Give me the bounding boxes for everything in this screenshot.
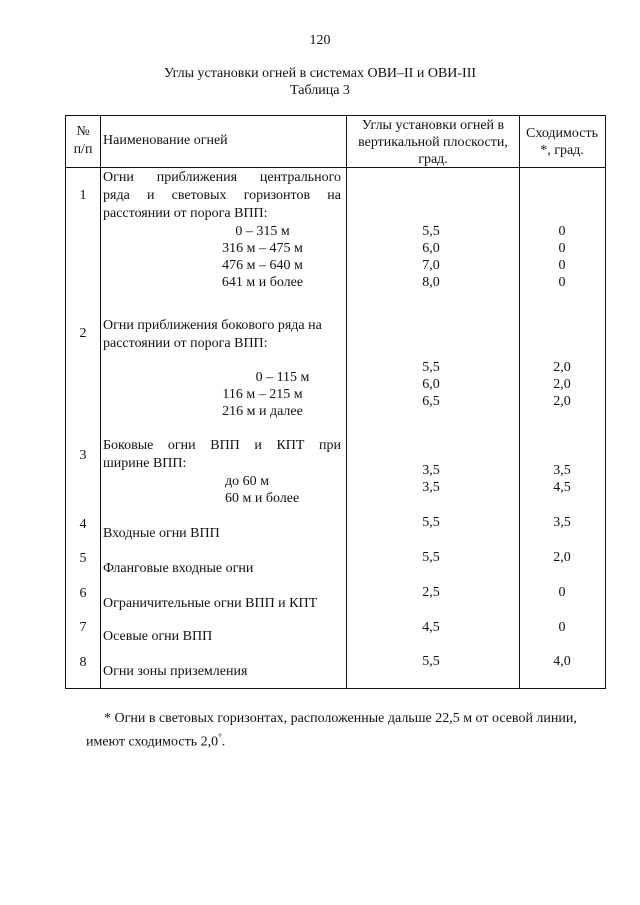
angle-value: 5,5 — [422, 360, 440, 375]
row-number: 3 — [79, 448, 87, 463]
width-range: 60 м и более — [225, 491, 300, 506]
convergence-value: 0 — [558, 275, 566, 290]
angle-value: 6,5 — [422, 394, 440, 409]
header-num: № — [76, 124, 90, 139]
distance-range: 476 м – 640 м — [222, 258, 303, 273]
angle-value: 2,5 — [422, 585, 440, 600]
convergence-value: 0 — [558, 258, 566, 273]
angle-value: 7,0 — [422, 258, 440, 273]
convergence-value: 0 — [558, 585, 566, 600]
row-number: 1 — [79, 188, 87, 203]
table-border-right — [605, 115, 606, 689]
table-caption: Таблица 3 — [290, 83, 350, 98]
angle-value: 6,0 — [422, 241, 440, 256]
angle-value: 5,5 — [422, 654, 440, 669]
row-number: 7 — [79, 620, 87, 635]
footnote-text: * Огни в световых горизонтах, расположенные дальше 22,5 м от осевой линии, имеют сходимость 2,0 — [86, 711, 577, 750]
row-number: 8 — [79, 655, 87, 670]
header-angle: Углы установки огней в — [361, 118, 505, 133]
convergence-value: 0 — [558, 241, 566, 256]
column-divider — [346, 115, 347, 689]
light-name: Осевые огни ВПП — [103, 629, 213, 644]
row-number: 2 — [79, 326, 87, 341]
light-name: Огни приближения бокового ряда на — [103, 318, 322, 333]
convergence-value: 4,5 — [553, 480, 571, 495]
row-number: 5 — [79, 551, 87, 566]
light-name: Огни приближения центрального — [103, 170, 341, 185]
width-range: до 60 м — [225, 474, 269, 489]
convergence-value: 0 — [558, 620, 566, 635]
angle-value: 3,5 — [422, 480, 440, 495]
convergence-value: 2,0 — [553, 360, 571, 375]
convergence-value: 4,0 — [553, 654, 571, 669]
page-number: 120 — [309, 33, 331, 48]
distance-range: 0 – 315 м — [235, 224, 290, 239]
light-name: ряда и световых горизонтов на — [103, 188, 341, 203]
angle-value: 3,5 — [422, 463, 440, 478]
table-border-top — [65, 115, 606, 116]
light-name: Фланговые входные огни — [103, 561, 254, 576]
distance-range: 116 м – 215 м — [222, 387, 303, 402]
angle-value: 5,5 — [422, 224, 440, 239]
light-name: расстоянии от порога ВПП: — [103, 336, 268, 351]
convergence-value: 2,0 — [553, 550, 571, 565]
distance-range: 316 м – 475 м — [222, 241, 303, 256]
header-num-sub: п/п — [73, 142, 93, 157]
angle-value: 4,5 — [422, 620, 440, 635]
convergence-value: 0 — [558, 224, 566, 239]
footnote — [86, 709, 616, 752]
title-line: Углы установки огней в системах ОВИ–II и ОВИ-III — [163, 66, 477, 81]
light-name: расстоянии от порога ВПП: — [103, 206, 268, 221]
convergence-value: 3,5 — [553, 463, 571, 478]
angle-value: 8,0 — [422, 275, 440, 290]
light-name: Ограничительные огни ВПП и КПТ — [103, 596, 318, 611]
header-angle: вертикальной плоскости, — [358, 135, 508, 150]
angle-value: 6,0 — [422, 377, 440, 392]
distance-range: 0 – 115 м — [255, 370, 310, 385]
light-name: ширине ВПП: — [103, 456, 187, 471]
distance-range: 641 м и более — [221, 275, 304, 290]
light-name: Огни зоны приземления — [103, 664, 248, 679]
angle-value: 5,5 — [422, 515, 440, 530]
light-name: Входные огни ВПП — [103, 526, 220, 541]
angle-value: 5,5 — [422, 550, 440, 565]
row-number: 4 — [79, 517, 87, 532]
header-name: Наименование огней — [103, 133, 228, 148]
header-angle: град. — [418, 152, 448, 167]
table-border-bottom — [65, 688, 606, 689]
header-divider — [65, 167, 606, 168]
distance-range: 216 м и далее — [222, 404, 303, 419]
header-convergence: Сходимость — [526, 126, 598, 141]
document-title — [0, 65, 640, 99]
header-convergence: *, град. — [540, 143, 584, 158]
convergence-value: 2,0 — [553, 377, 571, 392]
light-name: Боковые огни ВПП и КПТ при — [103, 438, 341, 453]
degree-sign: ° — [218, 732, 222, 742]
convergence-value: 2,0 — [553, 394, 571, 409]
column-divider — [519, 115, 520, 689]
footnote-end: . — [221, 734, 226, 750]
row-number: 6 — [79, 586, 87, 601]
convergence-value: 3,5 — [553, 515, 571, 530]
